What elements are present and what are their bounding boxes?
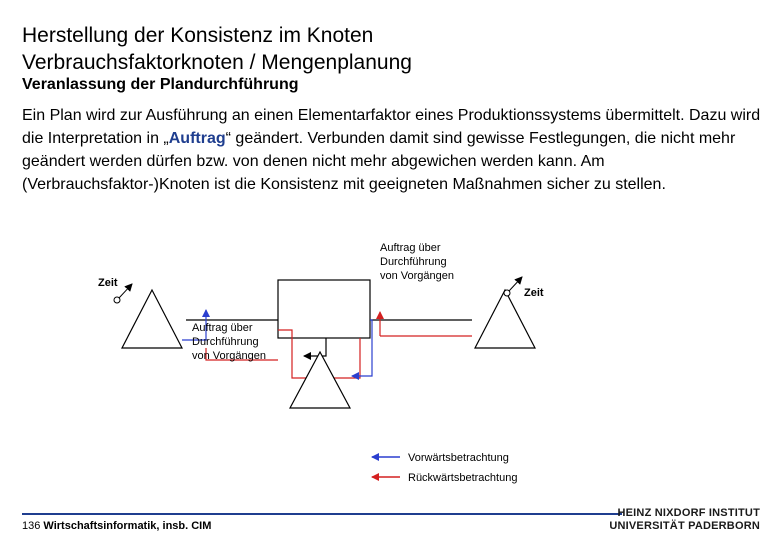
institute-logo xyxy=(609,507,760,533)
label-right-line3: von Vorgängen xyxy=(380,270,455,282)
logo-line-1: HEINZ NIXDORF INSTITUT xyxy=(617,507,760,519)
slide-subtitle: Veranlassung der Plandurchführung xyxy=(22,76,299,93)
logo-line-2: UNIVERSITÄT PADERBORN xyxy=(609,520,760,532)
bottom-triangle xyxy=(290,352,350,408)
label-left-line2: Durchführung xyxy=(192,336,259,348)
center-node-rect xyxy=(278,280,370,338)
label-left-line3: von Vorgängen xyxy=(192,350,267,362)
label-zeit-right: Zeit xyxy=(524,287,544,299)
label-right-line1: Auftrag über xyxy=(380,242,441,254)
label-left-line1: Auftrag über xyxy=(192,322,253,334)
body-text-part-1: Ein Plan wird zur Ausführung an einen Elementarfaktor eines Produktionssystems übermittelt. Dazu wird die Interpretation in „ xyxy=(22,107,761,147)
footer-divider xyxy=(22,513,622,515)
right-time-pointer xyxy=(509,277,522,291)
footer-text xyxy=(22,520,211,532)
legend-forward-label: Vorwärtsbetrachtung xyxy=(408,452,509,464)
body-highlight-auftrag: Auftrag xyxy=(168,130,226,147)
blue-arrow-inner xyxy=(304,338,326,356)
legend-backward-label: Rückwärtsbetrachtung xyxy=(408,472,518,484)
left-time-pointer xyxy=(119,284,132,298)
page-number: 136 xyxy=(22,520,41,532)
course-name: Wirtschaftsinformatik, insb. CIM xyxy=(43,520,212,532)
label-right-line2: Durchführung xyxy=(380,256,447,268)
body-text-part-2: “ geändert. Verbunden damit sind gewisse Festlegungen, die nicht mehr geändert werden dürfen bzw. von denen nicht mehr abgewichen werden kann. Am (Verbrauchsfaktor-)Knoten ist die Konsistenz mit geeigneten Maßnahmen sicher zu stellen. xyxy=(22,130,736,193)
left-triangle xyxy=(122,290,182,348)
title-line-2: Verbrauchsfaktorknoten / Mengenplanung xyxy=(22,51,412,74)
label-zeit-left: Zeit xyxy=(98,277,118,289)
title-line-1: Herstellung der Konsistenz im Knoten xyxy=(22,24,374,47)
